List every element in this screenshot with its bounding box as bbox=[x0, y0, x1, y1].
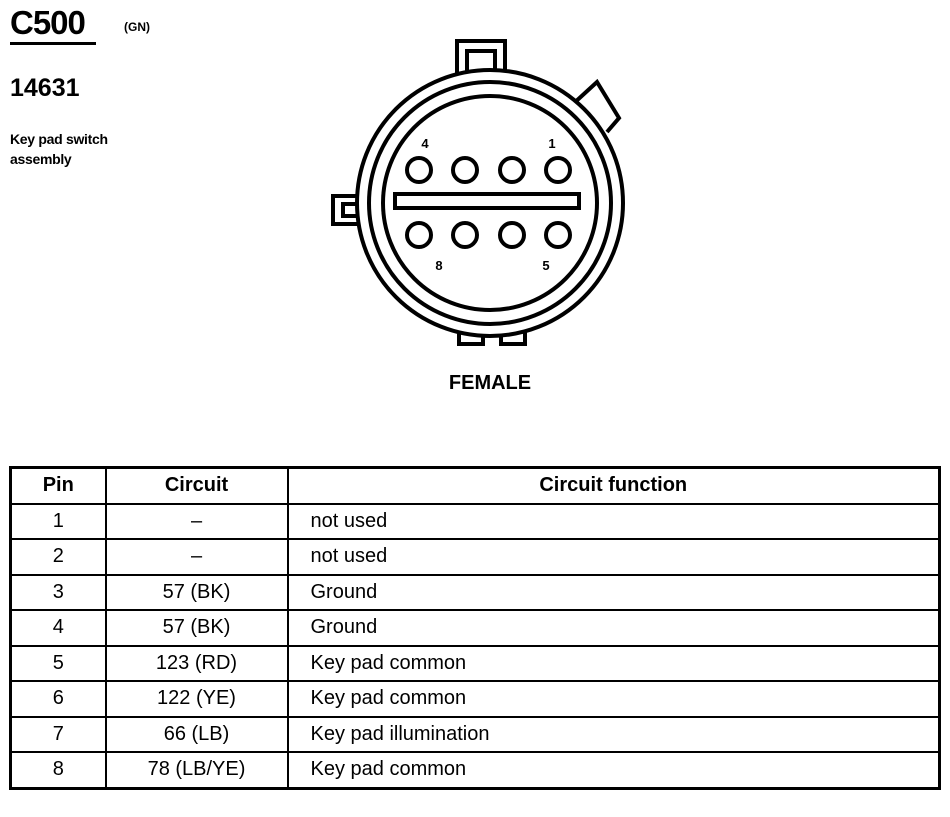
function-cell: Key pad illumination bbox=[288, 717, 940, 753]
column-header-circuit: Circuit bbox=[106, 468, 288, 504]
pin-cavity-6 bbox=[500, 223, 524, 247]
pin-label-8: 8 bbox=[435, 258, 443, 273]
function-cell: Key pad common bbox=[288, 646, 940, 682]
part-number: 14631 bbox=[10, 74, 80, 102]
function-cell: Ground bbox=[288, 610, 940, 646]
table-header-row bbox=[11, 468, 940, 504]
pin-cell: 8 bbox=[11, 752, 106, 788]
circuit-cell: – bbox=[106, 504, 288, 540]
pin-label-1: 1 bbox=[548, 136, 556, 151]
circuit-cell: 57 (BK) bbox=[106, 575, 288, 611]
table-row bbox=[11, 504, 940, 540]
table-row bbox=[11, 717, 940, 753]
component-description: Key pad switch assembly bbox=[10, 131, 108, 167]
table-row bbox=[11, 610, 940, 646]
function-cell: not used bbox=[288, 539, 940, 575]
connector-face-diagram bbox=[325, 36, 645, 356]
table-row bbox=[11, 646, 940, 682]
pin-cell: 7 bbox=[11, 717, 106, 753]
pin-cavity-2 bbox=[500, 158, 524, 182]
table-row bbox=[11, 575, 940, 611]
function-cell: not used bbox=[288, 504, 940, 540]
circuit-cell: 66 (LB) bbox=[106, 717, 288, 753]
function-cell: Key pad common bbox=[288, 752, 940, 788]
pinout-table bbox=[9, 466, 941, 790]
pin-cell: 3 bbox=[11, 575, 106, 611]
connector-id: C500 bbox=[10, 4, 85, 41]
connector-id-underline bbox=[10, 42, 96, 45]
circuit-cell: – bbox=[106, 539, 288, 575]
connector-gender-label: FEMALE bbox=[448, 372, 532, 394]
column-header-pin: Pin bbox=[11, 468, 106, 504]
pin-cavity-5 bbox=[546, 223, 570, 247]
pin-cavity-4 bbox=[407, 158, 431, 182]
connector-color: (GN) bbox=[124, 20, 150, 34]
circuit-cell: 57 (BK) bbox=[106, 610, 288, 646]
pin-label-4: 4 bbox=[421, 136, 429, 151]
pin-cavity-7 bbox=[453, 223, 477, 247]
pin-cell: 4 bbox=[11, 610, 106, 646]
pin-cell: 5 bbox=[11, 646, 106, 682]
pin-cell: 6 bbox=[11, 681, 106, 717]
circuit-cell: 122 (YE) bbox=[106, 681, 288, 717]
circuit-cell: 78 (LB/YE) bbox=[106, 752, 288, 788]
table-row bbox=[11, 752, 940, 788]
function-cell: Key pad common bbox=[288, 681, 940, 717]
pin-cell: 1 bbox=[11, 504, 106, 540]
function-cell: Ground bbox=[288, 575, 940, 611]
pin-cavity-1 bbox=[546, 158, 570, 182]
pin-cell: 2 bbox=[11, 539, 106, 575]
center-slot bbox=[395, 194, 579, 208]
table-row bbox=[11, 681, 940, 717]
pin-label-5: 5 bbox=[542, 258, 550, 273]
pin-cavity-8 bbox=[407, 223, 431, 247]
circuit-cell: 123 (RD) bbox=[106, 646, 288, 682]
table-row bbox=[11, 539, 940, 575]
column-header-function: Circuit function bbox=[288, 468, 940, 504]
pin-cavity-3 bbox=[453, 158, 477, 182]
